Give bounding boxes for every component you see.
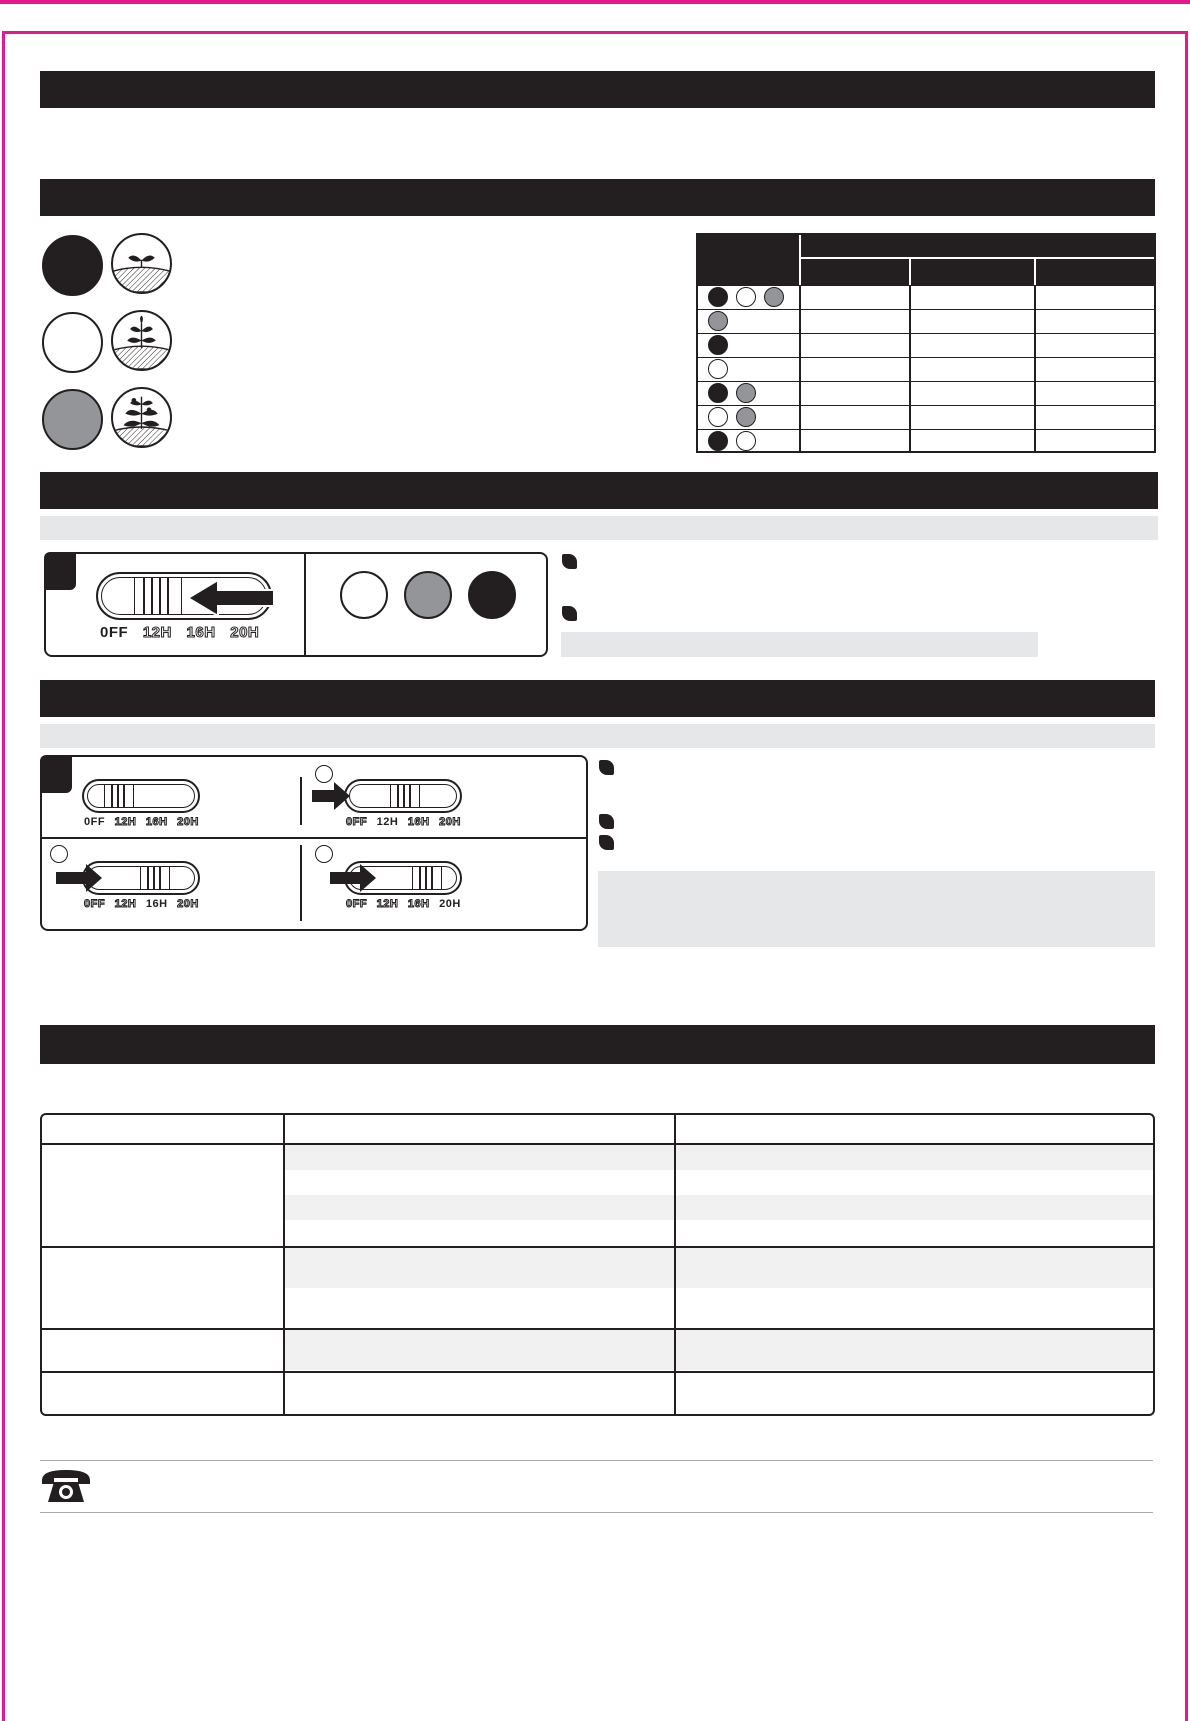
step3-box-divider <box>304 554 306 655</box>
c-label-0ff: 0FF <box>84 898 106 910</box>
step4-box-h-divider <box>42 837 586 839</box>
step4-switch-off[interactable] <box>82 779 200 813</box>
step4-c-marker <box>50 845 68 863</box>
step4-d-labels <box>346 898 461 910</box>
legend-dot-gray <box>42 389 103 450</box>
b-label-20h: 20H <box>439 816 461 828</box>
c-label-16h: 16H <box>145 898 168 910</box>
table-dot-white <box>736 431 756 451</box>
young-plant-icon <box>111 310 172 371</box>
step4-c-arrow <box>56 863 104 893</box>
step3-slide-left-arrow <box>186 578 276 618</box>
plant-table-subheader-col-3 <box>1034 257 1036 285</box>
step4-d-marker <box>315 845 333 863</box>
section-5-header-bar <box>40 1025 1155 1064</box>
plant-light-table <box>696 233 1156 453</box>
table-dot-black <box>708 431 728 451</box>
step4-box-v-divider-top <box>300 777 302 825</box>
table-dot-gray <box>708 311 728 331</box>
a-label-20h: 20H <box>177 816 199 828</box>
tt-group-3-line <box>42 1371 1153 1373</box>
plant-table-row <box>698 333 1154 357</box>
plant-table-row <box>698 357 1154 381</box>
step4-box-v-divider-bottom <box>300 845 302 921</box>
plant-table-row <box>698 285 1154 309</box>
tt-col-line-1 <box>283 1115 285 1414</box>
step4-bullet-3 <box>599 835 614 850</box>
step4-b-arrow <box>312 781 352 811</box>
step3-note-strip <box>561 632 1038 657</box>
section-2-header-bar <box>40 179 1155 216</box>
mature-plant-icon <box>111 387 172 448</box>
table-dot-black <box>708 383 728 403</box>
section-4-header-bar <box>40 680 1155 717</box>
table-dot-gray <box>736 407 756 427</box>
table-dot-black <box>708 287 728 307</box>
label-20h: 20H <box>230 624 260 641</box>
c-label-12h: 12H <box>114 898 137 910</box>
step4-illustration-box <box>40 755 588 931</box>
step3-bullet-1 <box>562 554 577 569</box>
step4-bullet-1 <box>599 760 614 775</box>
table-dot-gray <box>764 287 784 307</box>
b-label-12h: 12H <box>376 816 399 828</box>
step3-dot-gray <box>404 571 452 619</box>
tt-row-5-shade <box>285 1248 1155 1288</box>
telephone-icon <box>40 1466 92 1506</box>
step4-b-labels <box>346 816 461 828</box>
table-dot-white <box>708 407 728 427</box>
section-3-subtitle-strip <box>40 516 1158 540</box>
section-1-header-bar <box>40 71 1155 108</box>
b-label-0ff: 0FF <box>346 816 368 828</box>
step4-switch-12h[interactable] <box>344 779 462 813</box>
c-label-20h: 20H <box>177 898 199 910</box>
plant-table-header-divider <box>799 235 801 257</box>
label-12h: 12H <box>142 624 172 641</box>
plant-table-row <box>698 429 1154 453</box>
step4-number-tab <box>40 755 72 793</box>
table-dot-gray <box>736 383 756 403</box>
label-0ff: 0FF <box>100 624 129 641</box>
step3-dot-black <box>468 571 516 619</box>
b-label-16h: 16H <box>407 816 430 828</box>
step4-bullet-2 <box>599 814 614 829</box>
step3-number-tab <box>44 552 76 590</box>
a-label-12h: 12H <box>114 816 137 828</box>
step3-bullet-2 <box>562 606 577 621</box>
table-dot-white <box>708 359 728 379</box>
tt-col-line-2 <box>674 1115 676 1414</box>
plant-table-subheader <box>799 257 1154 285</box>
plant-table-row <box>698 309 1154 333</box>
troubleshooting-table <box>40 1113 1155 1416</box>
table-dot-white <box>736 287 756 307</box>
d-label-12h: 12H <box>376 898 399 910</box>
step4-note-box <box>598 871 1155 947</box>
contact-bottom-rule <box>40 1512 1153 1513</box>
step3-illustration-box <box>44 552 548 657</box>
tt-row-3-shade <box>285 1195 1155 1220</box>
step3-switch-labels <box>100 624 259 641</box>
d-label-0ff: 0FF <box>346 898 368 910</box>
label-16h: 16H <box>186 624 216 641</box>
plant-table-subheader-col-2 <box>909 257 911 285</box>
section-3-header-bar <box>40 472 1158 509</box>
tt-row-7-shade <box>285 1330 1155 1370</box>
step4-c-labels <box>84 898 199 910</box>
table-dot-black <box>708 335 728 355</box>
section-4-subtitle-strip <box>40 724 1155 748</box>
d-label-16h: 16H <box>407 898 430 910</box>
plant-table-row <box>698 405 1154 429</box>
seedling-icon <box>111 233 172 294</box>
a-label-0ff: 0FF <box>84 816 106 828</box>
a-label-16h: 16H <box>145 816 168 828</box>
d-label-20h: 20H <box>439 898 461 910</box>
trim-line-top <box>0 0 1190 4</box>
step4-a-labels <box>84 816 199 828</box>
step3-dot-white <box>340 571 388 619</box>
plant-table-row <box>698 381 1154 405</box>
step4-d-arrow <box>330 863 378 893</box>
legend-dot-black <box>42 235 103 296</box>
contact-top-rule <box>40 1460 1153 1461</box>
legend-dot-white <box>42 312 103 373</box>
tt-row-1-shade <box>285 1145 1155 1170</box>
